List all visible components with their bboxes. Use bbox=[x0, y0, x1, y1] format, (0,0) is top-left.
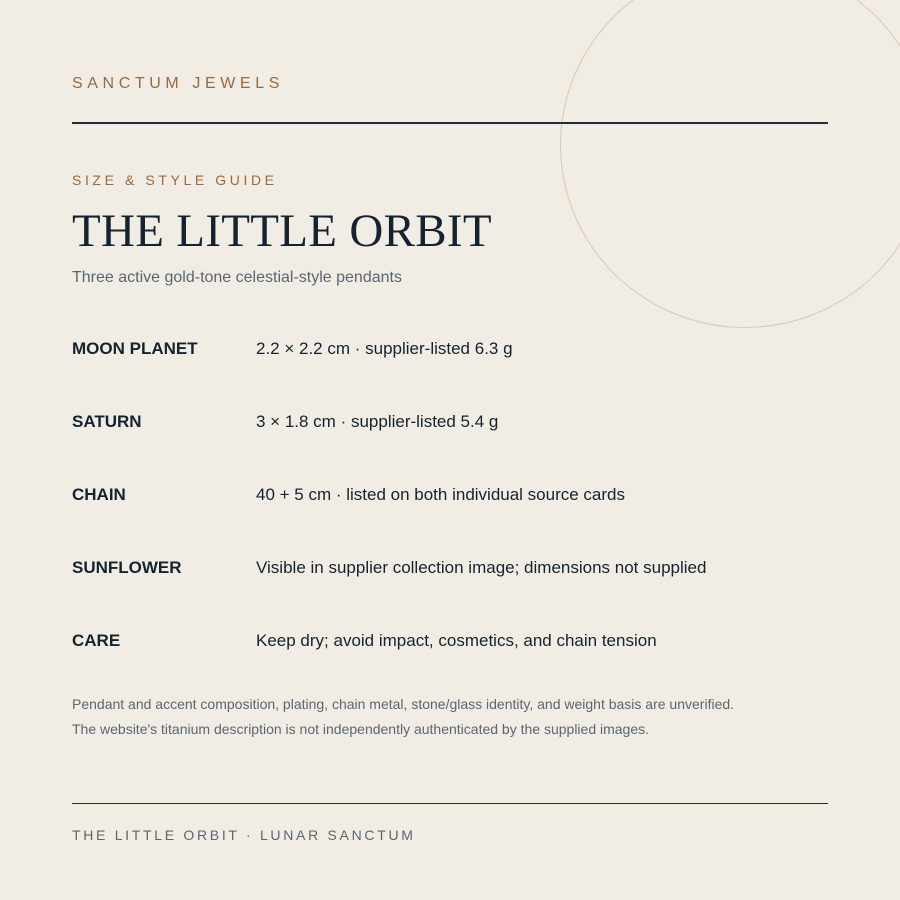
disclaimer-note-titanium: The website's titanium description is not independently authenticated by the supplied images. bbox=[72, 721, 650, 737]
header-divider bbox=[72, 122, 828, 124]
spec-row-sunflower bbox=[72, 558, 828, 582]
spec-value: Visible in supplier collection image; dimensions not supplied bbox=[256, 558, 707, 577]
spec-label: CHAIN bbox=[72, 485, 126, 504]
spec-row-care bbox=[72, 631, 828, 655]
spec-row-moon-planet bbox=[72, 339, 828, 363]
spec-row-saturn bbox=[72, 412, 828, 436]
spec-label: SATURN bbox=[72, 412, 142, 431]
page-title: THE LITTLE ORBIT bbox=[72, 205, 492, 257]
spec-label: MOON PLANET bbox=[72, 339, 198, 358]
spec-value: 3 × 1.8 cm · supplier-listed 5.4 g bbox=[256, 412, 499, 431]
brand-name: SANCTUM JEWELS bbox=[72, 75, 284, 92]
spec-label: CARE bbox=[72, 631, 121, 650]
spec-value: 40 + 5 cm · listed on both individual source cards bbox=[256, 485, 626, 504]
spec-row-chain bbox=[72, 485, 828, 509]
spec-value: Keep dry; avoid impact, cosmetics, and chain tension bbox=[256, 631, 657, 650]
disclaimer-note-composition: Pendant and accent composition, plating, chain metal, stone/glass identity, and weight basis are unverified. bbox=[72, 696, 735, 712]
page-subtitle: Three active gold-tone celestial-style pendants bbox=[72, 269, 402, 286]
spec-value: 2.2 × 2.2 cm · supplier-listed 6.3 g bbox=[256, 339, 513, 358]
decorative-circle bbox=[560, 0, 900, 328]
guide-kicker: SIZE & STYLE GUIDE bbox=[72, 172, 278, 188]
spec-label: SUNFLOWER bbox=[72, 558, 182, 577]
footer-text: THE LITTLE ORBIT · LUNAR SANCTUM bbox=[72, 827, 416, 843]
footer-divider bbox=[72, 803, 828, 804]
